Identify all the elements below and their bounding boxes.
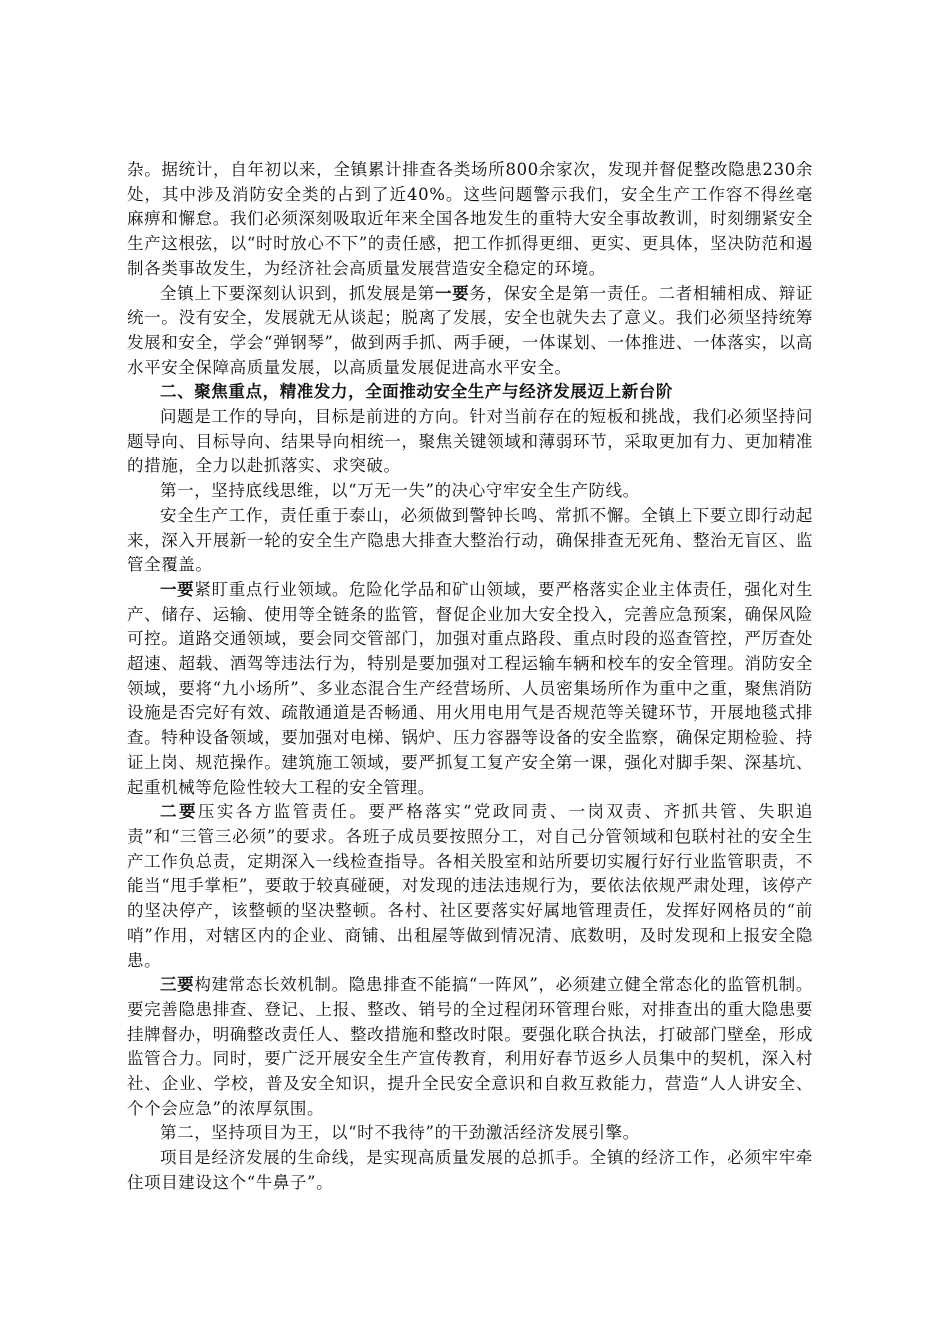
paragraph-safety-work: 安全生产工作，责任重于泰山，必须做到警钟长鸣、常抓不懈。全镇上下要立即行动起来，深入开展新一轮的安全生产隐患大排查大整治行动，确保排查无死角、整治无盲区、监管全覆盖。 — [127, 505, 813, 575]
paragraph-text: 务，保安全是第一责任。二者相辅相成、辩证统一。没有安全，发展就无从谈起；脱离了发展，安全也就失去了意义。我们必须坚持统筹发展和安全，学会“弹钢琴”，做到两手抓、两手硬，一体谋划、一体推进、一体落实，以高水平安全保障高质量发展，以高质量发展促进高水平安全。 — [127, 283, 813, 377]
paragraph-supervision-responsibility — [127, 800, 813, 973]
emphasis-label: 二要 — [160, 802, 198, 822]
paragraph-second-point: 第二，坚持项目为王，以“时不我待”的干劲激活经济发展引擎。 — [160, 1123, 640, 1143]
paragraph-long-term-mechanism — [127, 973, 813, 1121]
paragraph-text: 构建常态长效机制。隐患排查不能搞“一阵风”，必须建立健全常态化的监管机制。要完善隐患排查、登记、上报、整改、销号的全过程闭环管理台账，对排查出的重大隐患要挂牌督办，明确整改责任人、整改措施和整改时限。要强化联合执法，打破部门壁垒，形成监管合力。同时，要广泛开展安全生产宣传教育，利用好春节返乡人员集中的契机，深入村社、企业、学校，普及安全知识，提升全民安全意识和自救互救能力，营造“人人讲安全、个个会应急”的浓厚氛围。 — [127, 975, 814, 1118]
emphasis-label: 一要 — [160, 579, 195, 599]
paragraph-projects: 项目是经济发展的生命线，是实现高质量发展的总抓手。全镇的经济工作，必须牢牢牵住项目建设这个“牛鼻子”。 — [127, 1148, 813, 1192]
paragraph-text: 压实各方监管责任。要严格落实“党政同责、一岗双责、齐抓共管、失职追责”和“三管三必须”的要求。各班子成员要按照分工，对自己分管领域和包联村社的安全生产工作负总责，定期深入一线检查指导。各相关股室和站所要切实履行好行业监管职责，不能当“甩手掌柜”，要敢于较真碰硬，对发现的违法违规行为，要依法依规严肃处理，该停产的坚决停产，该整顿的坚决整顿。各村、社区要落实好属地管理责任，发挥好网格员的“前哨”作用，对辖区内的企业、商铺、出租屋等做到情况清、底数明，及时发现和上报安全隐患。 — [127, 802, 813, 970]
paragraph-key-industries — [127, 578, 813, 800]
emphasis-label: 三要 — [160, 975, 195, 995]
paragraph-text: 紧盯重点行业领域。危险化学品和矿山领域，要严格落实企业主体责任，强化对生产、储存、运输、使用等全链条的监管，督促企业加大安全投入，完善应急预案，确保风险可控。道路交通领域，要会同交管部门，加强对重点路段、重点时段的巡查管控，严厉查处超速、超载、酒驾等违法行为，特别是要加强对工程运输车辆和校车的安全管理。消防安全领域，要将“九小场所”、多业态混合生产经营场所、人员密集场所作为重中之重，聚焦消防设施是否完好有效、疏散通道是否畅通、用火用电用气是否规范等关键环节，开展地毯式排查。特种设备领域，要加强对电梯、锅炉、压力容器等设备的安全监察，确保定期检验、持证上岗、规范操作。建筑施工领域，要严抓复工复产安全第一课，强化对脚手架、深基坑、起重机械等危险性较大工程的安全管理。 — [127, 579, 813, 797]
emphasis-text: 一要 — [434, 283, 470, 303]
section-heading: 二、聚焦重点，精准发力，全面推动安全生产与经济发展迈上新台阶 — [160, 382, 673, 402]
paragraph-problem-orientation: 问题是工作的导向，目标是前进的方向。针对当前存在的短板和挑战，我们必须坚持问题导向、目标导向、结果导向相统一，聚焦关键领域和薄弱环节，采取更加有力、更加精准的措施，全力以赴抓落实、求突破。 — [127, 407, 813, 476]
paragraph-development-and-safety — [127, 282, 813, 381]
paragraph-continued: 杂。据统计，自年初以来，全镇累计排查各类场所800余家次，发现并督促整改隐患230余处，其中涉及消防安全类的占到了近40%。这些问题警示我们，安全生产工作容不得丝毫麻痹和懈怠。我们必须深刻吸取近年来全国各地发生的重特大安全事故教训，时刻绷紧安全生产这根弦，以“时时放心不下”的责任感，把工作抓得更细、更实、更具体，坚决防范和遏制各类事故发生，为经济社会高质量发展营造安全稳定的环境。 — [127, 160, 813, 278]
document-body — [127, 158, 813, 1196]
paragraph-text: 全镇上下要深刻认识到，抓发展是第 — [160, 283, 435, 303]
paragraph-first-point: 第一，坚持底线思维，以“万无一失”的决心守牢安全生产防线。 — [160, 481, 640, 501]
